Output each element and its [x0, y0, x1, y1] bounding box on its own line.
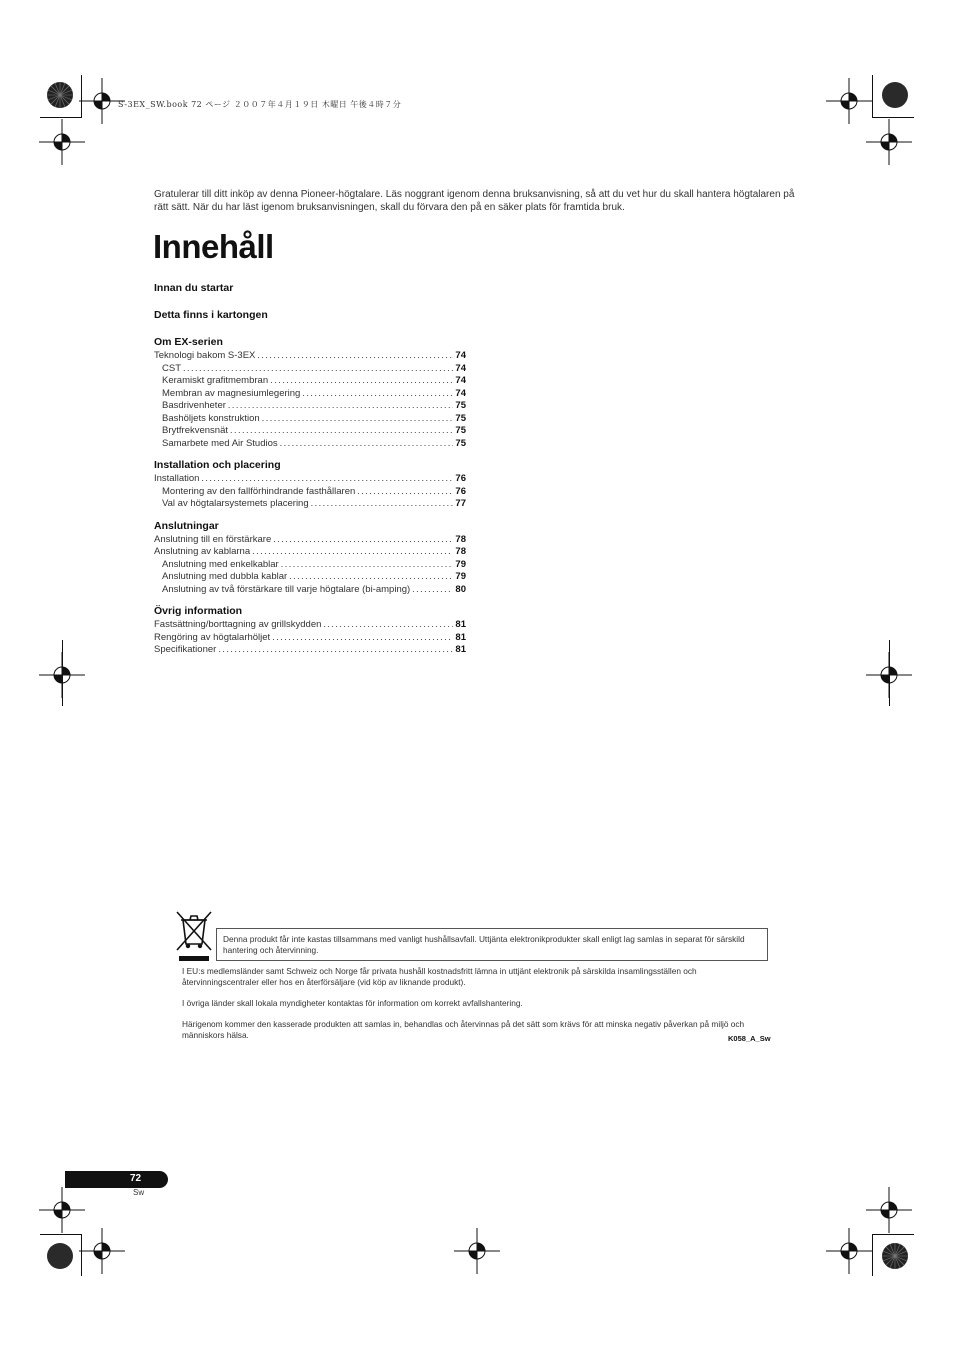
toc-section — [154, 604, 466, 656]
toc-leader — [262, 412, 454, 425]
toc-entry-page: 74 — [455, 375, 466, 386]
toc-entry-label: Bashöljets konstruktion — [162, 412, 260, 424]
registration-mark-icon — [826, 1228, 872, 1274]
toc-entry[interactable] — [154, 631, 466, 644]
toc-entry-label: Rengöring av högtalarhöljet — [154, 631, 271, 643]
toc-entry[interactable] — [154, 533, 466, 546]
toc-entry-page: 81 — [455, 619, 466, 630]
registration-mark-icon — [826, 78, 872, 124]
toc-entry-label: Keramiskt grafitmembran — [162, 375, 269, 386]
toc-entry[interactable] — [154, 558, 466, 571]
toc-entry-label: Teknologi bakom S-3EX — [154, 350, 256, 361]
toc-leader — [311, 497, 454, 510]
toc-entry-page: 79 — [455, 558, 466, 570]
toc-leader — [281, 558, 454, 571]
toc-entry-label: Specifikationer — [154, 644, 217, 655]
toc-section-title[interactable]: Övrig information — [154, 605, 243, 617]
toc-entry[interactable] — [154, 497, 466, 510]
toc-entry-page: 81 — [455, 631, 466, 643]
table-of-contents — [154, 281, 466, 665]
toc-entry[interactable] — [154, 472, 466, 485]
toc-entry[interactable] — [154, 412, 466, 425]
toc-entry[interactable] — [154, 374, 466, 387]
toc-section-title[interactable]: Anslutningar — [154, 519, 219, 532]
intro-paragraph: Gratulerar till ditt inköp av denna Pioneer-högtalare. Läs noggrant igenom denna bruksanvisning, så att du vet hur du skall hantera högtalaren på rätt sätt. När du har läst igenom bruksanvisningen, skall du förvara den på en säker plats för framtida bruk. — [154, 189, 795, 213]
crop-line — [872, 75, 873, 117]
toc-entry-page: 75 — [455, 412, 466, 424]
disposal-notice-box: Denna produkt får inte kastas tillsammans med vanligt hushållsavfall. Uttjänta elektronikprodukter skall enligt lag samlas in separat för särskild hantering och återvinning. — [216, 928, 768, 961]
toc-entry-label: Anslutning av två förstärkare till varje högtalare (bi-amping) — [162, 583, 411, 595]
crop-line — [872, 1234, 914, 1235]
registration-mark-icon — [39, 1187, 85, 1233]
disposal-notice-paragraph: Härigenom kommer den kasserade produkten att samlas in, behandlas och återvinnas på det sätt som krävs för att minska negativ påverkan på miljö och människors hälsa. — [182, 1019, 745, 1040]
toc-entry[interactable] — [154, 583, 466, 596]
toc-entry[interactable] — [154, 485, 466, 498]
toc-leader — [201, 472, 453, 485]
toc-entry-page: 76 — [455, 473, 466, 484]
toc-entry[interactable] — [154, 570, 466, 583]
toc-entry[interactable] — [154, 387, 466, 400]
crop-line — [40, 1234, 82, 1235]
toc-entry[interactable] — [154, 643, 466, 656]
toc-section-title[interactable]: Installation och placering — [154, 459, 281, 471]
toc-leader — [412, 583, 453, 596]
registration-mark-icon — [454, 1228, 500, 1274]
toc-entry[interactable] — [154, 349, 466, 362]
toc-leader — [273, 533, 453, 546]
toc-leader — [257, 349, 453, 362]
disposal-notice-paragraph: I EU:s medlemsländer samt Schweiz och Norge får privata hushåll kostnadsfritt lämna in uttjänt elektronik på särskilda insamlingsställen och återvinningscentraler eller hos en återförsäljare (vid köp av liknande produkt). — [182, 966, 697, 987]
toc-entry[interactable] — [154, 618, 466, 631]
toc-entry-page: 74 — [455, 362, 466, 374]
toc-section-title[interactable]: Om EX-serien — [154, 336, 223, 348]
toc-leader — [218, 643, 453, 656]
toc-entry-label: Installation — [154, 473, 200, 484]
toc-section — [154, 281, 466, 295]
page-number: 72 — [130, 1173, 142, 1184]
toc-entry-label: Fastsättning/borttagning av grillskydden — [154, 619, 322, 630]
toc-entry[interactable] — [154, 437, 466, 450]
toc-entry-page: 74 — [455, 387, 466, 399]
toc-leader — [272, 631, 453, 644]
toc-entry-page: 79 — [455, 571, 466, 582]
crop-line — [872, 1234, 873, 1276]
toc-leader — [289, 570, 453, 583]
crossed-out-wheelie-bin-icon — [175, 910, 213, 962]
toc-section — [154, 308, 466, 322]
print-header: S-3EX_SW.book 72 ページ ２００７年４月１９日 木曜日 午後４時７分 — [118, 100, 402, 109]
toc-entry-page: 75 — [455, 437, 466, 449]
registration-mark-icon — [39, 119, 85, 165]
toc-entry-label: Samarbete med Air Studios — [162, 437, 278, 449]
toc-section — [154, 335, 466, 449]
crop-line — [872, 117, 914, 118]
toc-section-title[interactable]: Innan du startar — [154, 282, 234, 294]
toc-entry-page: 76 — [455, 485, 466, 497]
crop-line — [62, 640, 63, 706]
toc-leader — [280, 437, 454, 450]
toc-leader — [183, 362, 453, 375]
toc-entry-label: Anslutning med enkelkablar — [162, 558, 279, 570]
toc-entry-page: 74 — [455, 350, 466, 361]
toc-entry[interactable] — [154, 545, 466, 558]
color-bar-circle-icon — [880, 80, 910, 110]
crop-line — [889, 640, 890, 706]
disposal-notice-paragraph: I övriga länder skall lokala myndigheter kontaktas för information om korrekt avfallshantering. — [182, 998, 523, 1008]
toc-leader — [302, 387, 453, 400]
crop-line — [40, 117, 82, 118]
toc-entry-page: 80 — [455, 583, 466, 595]
registration-mark-icon — [866, 1187, 912, 1233]
color-bar-circle-icon — [45, 80, 75, 110]
toc-entry[interactable] — [154, 399, 466, 412]
toc-section-title[interactable]: Detta finns i kartongen — [154, 309, 268, 321]
toc-entry-page: 81 — [455, 644, 466, 655]
toc-entry-page: 78 — [455, 533, 466, 545]
toc-leader — [230, 424, 453, 437]
registration-mark-icon — [79, 1228, 125, 1274]
color-bar-circle-icon — [880, 1241, 910, 1271]
toc-entry-page: 78 — [455, 546, 466, 557]
toc-entry-label: Montering av den fallförhindrande fasthållaren — [162, 485, 356, 497]
toc-entry-label: CST — [162, 362, 181, 374]
toc-leader — [357, 485, 453, 498]
toc-section — [154, 519, 466, 596]
color-bar-circle-icon — [45, 1241, 75, 1271]
toc-entry-label: Brytfrekvensnät — [162, 425, 228, 436]
toc-entry-label: Membran av magnesiumlegering — [162, 387, 301, 399]
toc-entry-page: 75 — [455, 400, 466, 411]
language-code: Sw — [133, 1188, 145, 1197]
page-title: Innehåll — [153, 228, 274, 265]
toc-section — [154, 458, 466, 510]
toc-entry-label: Anslutning till en förstärkare — [154, 533, 272, 545]
toc-entry[interactable] — [154, 362, 466, 375]
notice-code: K058_A_Sw — [728, 1034, 771, 1043]
toc-leader — [323, 618, 453, 631]
page-number-tab — [65, 1171, 168, 1188]
toc-entry-label: Basdrivenheter — [162, 400, 226, 411]
toc-leader — [252, 545, 453, 558]
toc-entry-page: 75 — [455, 425, 466, 436]
toc-leader — [270, 374, 453, 387]
toc-entry-label: Anslutning med dubbla kablar — [162, 571, 288, 582]
toc-entry[interactable] — [154, 424, 466, 437]
registration-mark-icon — [866, 119, 912, 165]
toc-entry-label: Anslutning av kablarna — [154, 546, 251, 557]
toc-leader — [228, 399, 454, 412]
toc-entry-page: 77 — [455, 498, 466, 509]
toc-entry-label: Val av högtalarsystemets placering — [162, 498, 309, 509]
